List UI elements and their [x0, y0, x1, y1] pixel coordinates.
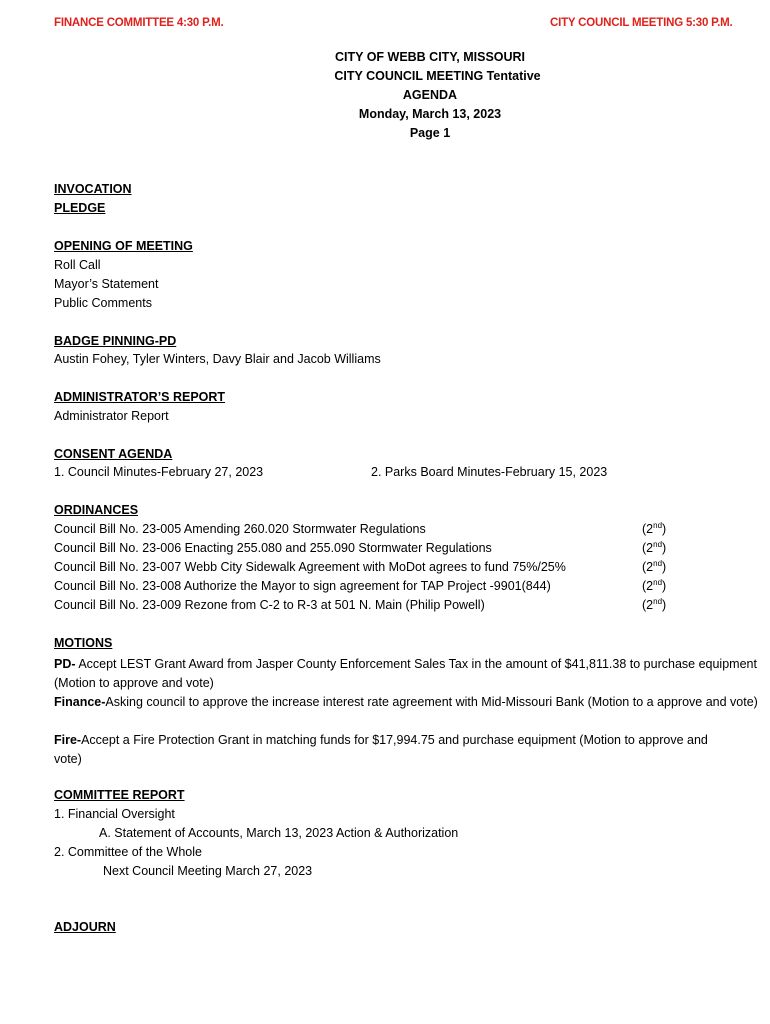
- ordinance-text: Council Bill No. 23-006 Enacting 255.080 and 255.090 Stormwater Regulations: [54, 541, 492, 555]
- committee-heading: COMMITTEE REPORT: [54, 788, 185, 802]
- administrator-heading: ADMINISTRATOR’S REPORT: [54, 390, 226, 404]
- ordinance-row: [54, 541, 670, 560]
- page-number: Page 1: [409, 126, 451, 140]
- motions-heading: MOTIONS: [54, 636, 113, 650]
- motion-finance-text: Asking council to approve the increase interest rate agreement with Mid-Missouri Bank (Motion to a approve and vote): [105, 695, 758, 709]
- invocation-heading: INVOCATION: [54, 182, 132, 196]
- badge-pinning-heading: BADGE PINNING-PD: [54, 334, 177, 348]
- opening-heading: OPENING OF MEETING: [54, 239, 193, 253]
- ordinance-text: Council Bill No. 23-009 Rezone from C-2 to R-3 at 501 N. Main (Philip Powell): [54, 598, 485, 612]
- reading-marker: (2nd): [642, 559, 667, 574]
- ordinance-row: [54, 598, 670, 617]
- reading-marker: (2nd): [642, 597, 667, 612]
- committee-item-1a: A. Statement of Accounts, March 13, 2023 Action & Authorization: [99, 826, 459, 840]
- badge-pinning-names: Austin Fohey, Tyler Winters, Davy Blair and Jacob Williams: [54, 352, 381, 366]
- reading-marker: (2nd): [642, 521, 667, 536]
- committee-item-1: 1. Financial Oversight: [54, 807, 175, 821]
- administrator-report: Administrator Report: [54, 409, 169, 423]
- committee-item-2: 2. Committee of the Whole: [54, 845, 202, 859]
- adjourn-heading: ADJOURN: [54, 920, 116, 934]
- roll-call: Roll Call: [54, 258, 101, 272]
- ordinance-row: [54, 560, 670, 579]
- consent-item-1: 1. Council Minutes-February 27, 2023: [54, 465, 264, 479]
- ordinances-heading: ORDINANCES: [54, 503, 139, 517]
- motion-pd-label: PD-: [54, 657, 76, 671]
- motion-fire-label: Fire-: [54, 733, 82, 747]
- ordinance-row: [54, 522, 670, 541]
- public-comments: Public Comments: [54, 296, 152, 310]
- motion-pd: [54, 655, 759, 693]
- consent-item-2: 2. Parks Board Minutes-February 15, 2023: [371, 465, 608, 479]
- committee-item-2a: Next Council Meeting March 27, 2023: [103, 864, 313, 878]
- pledge-heading: PLEDGE: [54, 201, 106, 215]
- ordinance-text: Council Bill No. 23-007 Webb City Sidewalk Agreement with MoDot agrees to fund 75%/25%: [54, 560, 566, 574]
- mayors-statement: Mayor’s Statement: [54, 277, 159, 291]
- motion-fire: [54, 731, 734, 769]
- motion-finance: [54, 693, 759, 712]
- motion-fire-text: Accept a Fire Protection Grant in matching funds for $17,994.75 and purchase equipment (Motion to approve and vote): [54, 733, 708, 766]
- ordinance-row: [54, 579, 670, 598]
- agenda-title: AGENDA: [402, 88, 458, 102]
- ordinance-text: Council Bill No. 23-005 Amending 260.020 Stormwater Regulations: [54, 522, 426, 536]
- city-name: CITY OF WEBB CITY, MISSOURI: [334, 50, 526, 64]
- ordinance-text: Council Bill No. 23-008 Authorize the Mayor to sign agreement for TAP Project -9901(844): [54, 579, 551, 593]
- reading-marker: (2nd): [642, 578, 667, 593]
- reading-marker: (2nd): [642, 540, 667, 555]
- consent-heading: CONSENT AGENDA: [54, 447, 173, 461]
- finance-committee-time: FINANCE COMMITTEE 4:30 P.M.: [54, 17, 224, 29]
- motion-finance-label: Finance-: [54, 695, 106, 709]
- motion-pd-text: Accept LEST Grant Award from Jasper County Enforcement Sales Tax in the amount of $41,811.38 to purchase equipment (Motion to approve and vote): [54, 657, 757, 690]
- meeting-date: Monday, March 13, 2023: [358, 107, 502, 121]
- council-meeting-time: CITY COUNCIL MEETING 5:30 P.M.: [550, 17, 733, 29]
- meeting-title: CITY COUNCIL MEETING Tentative: [334, 69, 541, 83]
